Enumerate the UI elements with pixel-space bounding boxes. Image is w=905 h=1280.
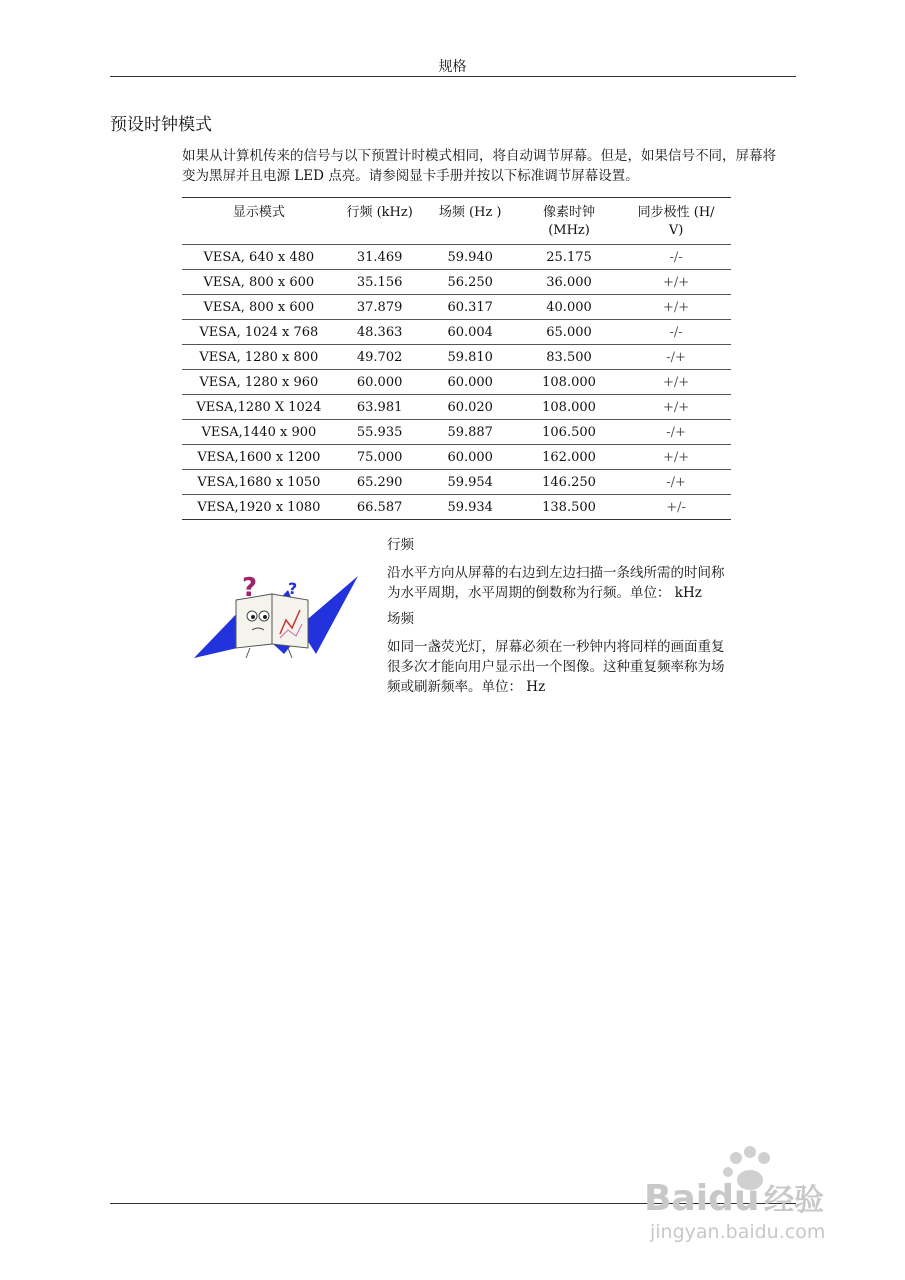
cell-pixel-clock: 25.175	[517, 245, 621, 270]
cell-display-mode: VESA, 1024 x 768	[182, 320, 336, 345]
col-header-pixel-clock	[517, 198, 621, 245]
table-row	[182, 320, 731, 345]
timing-mode-table	[182, 197, 731, 520]
watermark-brand-cn: 经验	[764, 1183, 824, 1218]
table-row	[182, 245, 731, 270]
monitor-mascot-illustration	[192, 570, 358, 660]
cell-sync-polarity: +/+	[621, 445, 731, 470]
cell-vfreq: 60.000	[424, 370, 517, 395]
cell-display-mode: VESA,1920 x 1080	[182, 495, 336, 520]
vfreq-note-title: 场频	[387, 611, 414, 627]
table-row	[182, 345, 731, 370]
cell-pixel-clock: 108.000	[517, 395, 621, 420]
cell-pixel-clock: 162.000	[517, 445, 621, 470]
cell-hfreq: 60.000	[336, 370, 424, 395]
hfreq-note-title: 行频	[387, 537, 414, 553]
table-row	[182, 395, 731, 420]
cell-hfreq: 63.981	[336, 395, 424, 420]
cell-vfreq: 56.250	[424, 270, 517, 295]
cell-sync-polarity: +/+	[621, 295, 731, 320]
cell-display-mode: VESA, 1280 x 800	[182, 345, 336, 370]
cell-sync-polarity: +/+	[621, 270, 731, 295]
header-divider	[110, 76, 796, 77]
cell-hfreq: 65.290	[336, 470, 424, 495]
cell-sync-polarity: +/+	[621, 370, 731, 395]
cell-display-mode: VESA,1680 x 1050	[182, 470, 336, 495]
cell-display-mode: VESA,1280 X 1024	[182, 395, 336, 420]
cell-pixel-clock: 138.500	[517, 495, 621, 520]
table-row	[182, 270, 731, 295]
cell-hfreq: 75.000	[336, 445, 424, 470]
cell-hfreq: 37.879	[336, 295, 424, 320]
watermark-brand: Baidu	[644, 1178, 760, 1219]
col-header-hfreq: 行频 (kHz)	[336, 198, 424, 245]
hfreq-note-body: 沿水平方向从屏幕的右边到左边扫描一条线所需的时间称为水平周期，水平周期的倒数称为行频。单位： kHz	[387, 565, 725, 601]
cell-pixel-clock: 146.250	[517, 470, 621, 495]
cell-hfreq: 48.363	[336, 320, 424, 345]
question-mark-small: ?	[288, 579, 298, 598]
cell-hfreq: 66.587	[336, 495, 424, 520]
vfreq-note-body: 如同一盏荧光灯，屏幕必须在一秒钟内将同样的画面重复很多次才能向用户显示出一个图像。这种重复频率称为场频或刷新频率。单位： Hz	[387, 639, 725, 695]
cell-vfreq: 60.317	[424, 295, 517, 320]
notes-panel	[387, 535, 727, 703]
cell-hfreq: 55.935	[336, 420, 424, 445]
intro-paragraph: 如果从计算机传来的信号与以下预置计时模式相同，将自动调节屏幕。但是，如果信号不同，屏幕将变为黑屏并且电源 LED 点亮。请参阅显卡手册并按以下标准调节屏幕设置。	[182, 148, 776, 184]
cell-display-mode: VESA, 800 x 600	[182, 295, 336, 320]
cell-vfreq: 60.020	[424, 395, 517, 420]
table-header-row	[182, 198, 731, 245]
cell-display-mode: VESA, 1280 x 960	[182, 370, 336, 395]
cell-hfreq: 49.702	[336, 345, 424, 370]
cell-vfreq: 60.004	[424, 320, 517, 345]
cell-vfreq: 59.887	[424, 420, 517, 445]
cell-hfreq: 35.156	[336, 270, 424, 295]
cell-sync-polarity: -/-	[621, 320, 731, 345]
cell-pixel-clock: 40.000	[517, 295, 621, 320]
cell-pixel-clock: 36.000	[517, 270, 621, 295]
cell-sync-polarity: -/+	[621, 345, 731, 370]
cell-vfreq: 59.940	[424, 245, 517, 270]
baidu-jingyan-watermark	[640, 1140, 860, 1250]
pixel-clock-header-text: 像素时钟 (MHz)	[543, 205, 596, 238]
cell-sync-polarity: +/-	[621, 495, 731, 520]
cell-pixel-clock: 106.500	[517, 420, 621, 445]
cell-vfreq: 60.000	[424, 445, 517, 470]
cell-vfreq: 59.934	[424, 495, 517, 520]
table-row	[182, 295, 731, 320]
cell-sync-polarity: -/+	[621, 420, 731, 445]
table-row	[182, 370, 731, 395]
cell-pixel-clock: 83.500	[517, 345, 621, 370]
table-row	[182, 420, 731, 445]
cell-display-mode: VESA, 640 x 480	[182, 245, 336, 270]
col-header-display-mode: 显示模式	[182, 198, 336, 245]
cell-display-mode: VESA, 800 x 600	[182, 270, 336, 295]
question-mark-big: ?	[242, 573, 258, 603]
cell-pixel-clock: 65.000	[517, 320, 621, 345]
section-title: 预设时钟模式	[110, 115, 212, 135]
col-header-vfreq: 场频 (Hz )	[424, 198, 517, 245]
cell-pixel-clock: 108.000	[517, 370, 621, 395]
table-row	[182, 470, 731, 495]
page-header-title: 规格	[438, 59, 467, 75]
watermark-url: jingyan.baidu.com	[650, 1221, 826, 1243]
cell-display-mode: VESA,1600 x 1200	[182, 445, 336, 470]
cell-sync-polarity: +/+	[621, 395, 731, 420]
table-row	[182, 445, 731, 470]
col-header-sync-polarity	[621, 198, 731, 245]
cell-hfreq: 31.469	[336, 245, 424, 270]
table-row	[182, 495, 731, 520]
cell-vfreq: 59.954	[424, 470, 517, 495]
cell-vfreq: 59.810	[424, 345, 517, 370]
cell-sync-polarity: -/+	[621, 470, 731, 495]
confused-book-mascot-icon	[236, 594, 308, 658]
cell-display-mode: VESA,1440 x 900	[182, 420, 336, 445]
cell-sync-polarity: -/-	[621, 245, 731, 270]
sync-polarity-header-text: 同步极性 (H/ V)	[637, 205, 715, 238]
